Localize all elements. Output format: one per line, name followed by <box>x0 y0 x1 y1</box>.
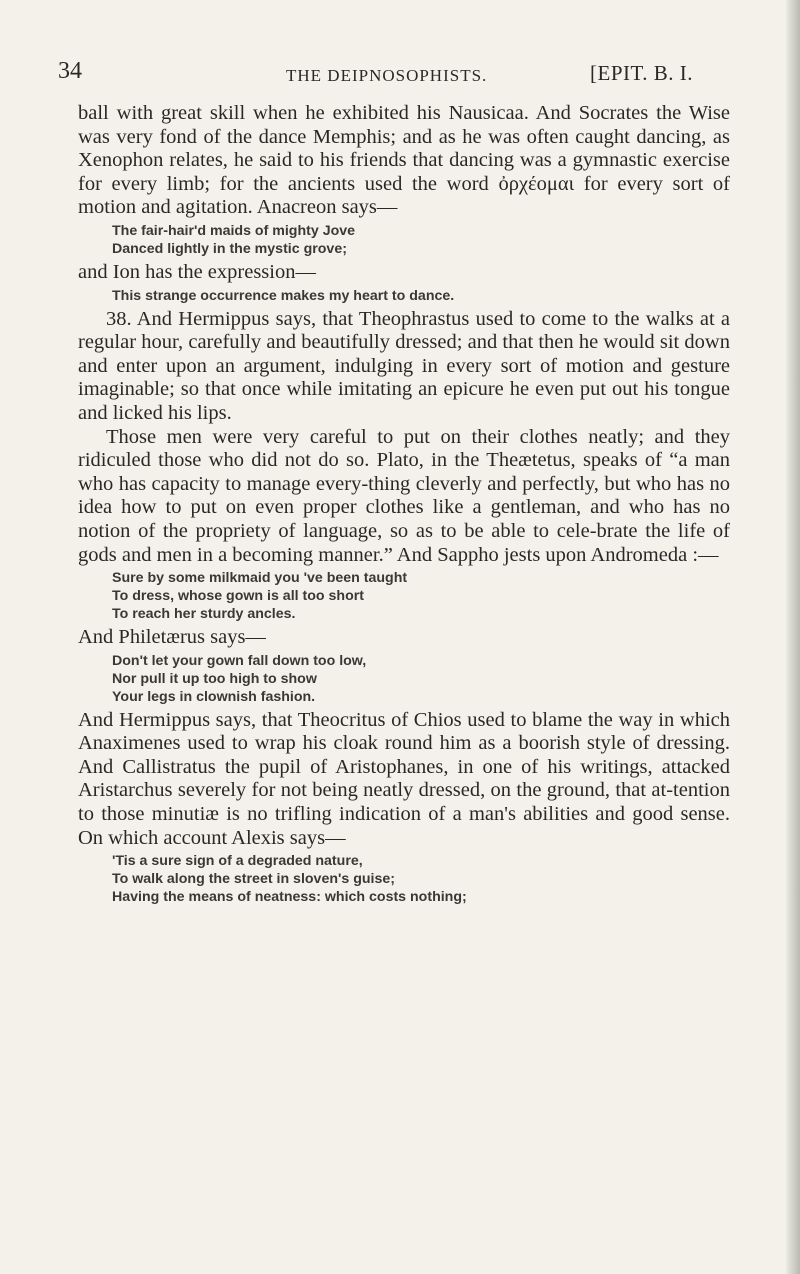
verse-line: The fair-hair'd maids of mighty Jove <box>112 222 356 239</box>
paragraph-2: and Ion has the expression— <box>78 260 316 283</box>
paragraph-1: ball with great skill when he exhibited his Nausicaa. And Socrates the Wise was very fond of the dance Memphis; and as he was often caught dancing, as Xenophon relates, he said to his friends that dancing was a gymnastic exercise for every limb; for the ancients used the word ὀρχέομαι for every sort of motion and agitation. Anacreon says— <box>78 102 730 219</box>
verse-line: Having the means of neatness: which costs nothing; <box>112 889 467 906</box>
verse-line: Danced lightly in the mystic grove; <box>112 240 347 257</box>
verse-line: Nor pull it up too high to show <box>112 670 317 687</box>
page-number: 34 <box>58 58 82 84</box>
verse-ion <box>112 287 730 305</box>
verse-anacreon <box>112 222 730 258</box>
body-text <box>78 102 730 909</box>
paragraph-3: 38. And Hermippus says, that Theophrastus used to come to the walks at a regular hour, carefully and beautifully dressed; and that then he would sit down and enter upon an argument, indulging in every sort of motion and gesture imaginable; so that once while imitating an epicure he even put out his tongue and licked his lips. <box>78 307 730 424</box>
paragraph-4: Those men were very careful to put on their clothes neatly; and they ridiculed those who did not do so. Plato, in the Theætetus, speaks of “a man who has capacity to manage every-thing cleverly and perfectly, but who has no idea how to put on even proper clothes like a gentleman, and who has no notion of the propriety of language, so as to be able to cele-brate the life of gods and men in a becoming manner.” And Sappho jests upon Andromeda :— <box>78 425 730 566</box>
verse-line: To walk along the street in sloven's guise; <box>112 871 395 888</box>
verse-line: 'Tis a sure sign of a degraded nature, <box>112 853 363 870</box>
verse-line: To reach her sturdy ancles. <box>112 606 296 623</box>
verse-alexis <box>112 852 730 906</box>
paragraph-5: And Philetærus says— <box>78 626 266 649</box>
verse-line: To dress, whose gown is all too short <box>112 588 364 605</box>
section-reference: [EPIT. B. I. <box>590 61 694 85</box>
verse-philetaerus <box>112 652 730 706</box>
running-title: THE DEIPNOSOPHISTS. <box>286 66 488 85</box>
paragraph-6: And Hermippus says, that Theocritus of Chios used to blame the way in which Anaximenes used to wrap his cloak round him as a boorish style of dressing. And Callistratus the pupil of Aristophanes, in one of his writings, attacked Aristarchus severely for not being neatly dressed, on the ground, that at-tention to those minutiæ is no trifling indication of a man's abilities and good sense. On which account Alexis says— <box>78 708 730 849</box>
verse-line: Sure by some milkmaid you 've been taught <box>112 570 408 587</box>
verse-line: Don't let your gown fall down too low, <box>112 652 367 669</box>
page-edge <box>786 0 800 1274</box>
verse-line: This strange occurrence makes my heart to dance. <box>112 287 455 304</box>
running-header <box>58 58 740 98</box>
verse-sappho <box>112 569 730 623</box>
verse-line: Your legs in clownish fashion. <box>112 688 316 705</box>
